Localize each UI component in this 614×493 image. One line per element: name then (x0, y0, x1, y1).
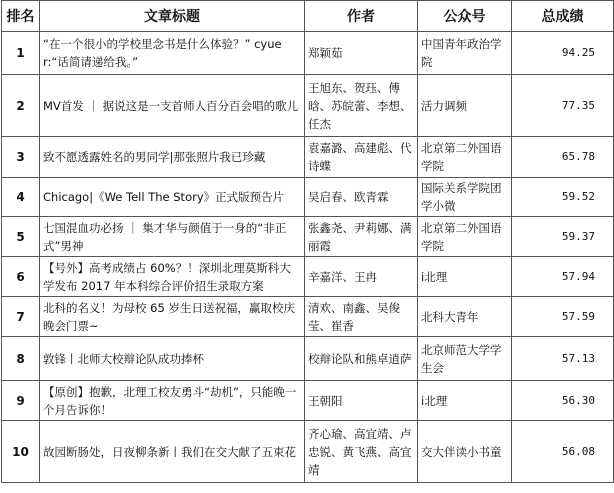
title-cell: 故园断肠处，日夜柳条新丨我们在交大献了五束花 (40, 421, 305, 483)
account-cell: 北京师范大学学生会 (418, 337, 512, 381)
table-row (2, 421, 614, 483)
rank-cell: 3 (2, 137, 40, 178)
title-cell: MV首发 ｜ 据说这是一支首师人百分百会唱的歌儿 (40, 75, 305, 137)
score-cell: 57.13 (512, 337, 614, 381)
author-cell: 袁嘉潞、高建彪、代诗蝶 (305, 137, 418, 178)
author-cell: 校辩论队和熊卓逍萨 (305, 337, 418, 381)
account-cell: i北理 (418, 257, 512, 297)
rank-cell: 1 (2, 32, 40, 75)
title-cell: 七国混血功必扬 ｜ 集才华与颜值于一身的“非正式”男神 (40, 217, 305, 257)
account-cell: 北京第二外国语学院 (418, 217, 512, 257)
title-cell: 致不愿透露姓名的男同学|那张照片我已珍藏 (40, 137, 305, 178)
header-title: 文章标题 (40, 1, 305, 32)
table-row (2, 337, 614, 381)
rank-cell: 8 (2, 337, 40, 381)
author-cell: 齐心瑜、高宜靖、卢忠锐、黄飞燕、高宜靖 (305, 421, 418, 483)
title-cell: “在一个很小的学校里念书是什么体验？” cyuer:“话简请递给我。” (40, 32, 305, 75)
table-row (2, 178, 614, 217)
header-score: 总成绩 (512, 1, 614, 32)
table-row (2, 297, 614, 337)
account-cell: 活力调频 (418, 75, 512, 137)
header-row (2, 1, 614, 32)
author-cell: 清欢、南鑫、吴俊莹、崔香 (305, 297, 418, 337)
author-cell: 辛嘉洋、王冉 (305, 257, 418, 297)
author-cell: 吴启春、欧青霖 (305, 178, 418, 217)
header-account: 公众号 (418, 1, 512, 32)
rank-cell: 6 (2, 257, 40, 297)
title-cell: 敦锋丨北师大校辩论队成功捧杯 (40, 337, 305, 381)
author-cell: 王旭东、贺珏、傅晗、苏皖蕾、李想、 任杰 (305, 75, 418, 137)
account-cell: i北理 (418, 381, 512, 421)
rank-cell: 5 (2, 217, 40, 257)
table-row (2, 75, 614, 137)
table-row (2, 32, 614, 75)
rank-cell: 9 (2, 381, 40, 421)
account-cell: 国际关系学院团学小微 (418, 178, 512, 217)
header-rank: 排名 (2, 1, 40, 32)
title-cell: 北科的名义！为母校 65 岁生日送祝福，赢取校庆晚会门票~ (40, 297, 305, 337)
table-row (2, 257, 614, 297)
score-cell: 65.78 (512, 137, 614, 178)
score-cell: 56.30 (512, 381, 614, 421)
account-cell: 中国青年政治学院 (418, 32, 512, 75)
score-cell: 59.37 (512, 217, 614, 257)
rank-cell: 10 (2, 421, 40, 483)
header-author: 作者 (305, 1, 418, 32)
account-cell: 交大伴读小书童 (418, 421, 512, 483)
title-cell: 【号外】高考成绩占 60%？！深圳北理莫斯科大学发布 2017 年本科综合评价招生录取方案 (40, 257, 305, 297)
score-cell: 56.08 (512, 421, 614, 483)
score-cell: 94.25 (512, 32, 614, 75)
table-row (2, 137, 614, 178)
score-cell: 59.52 (512, 178, 614, 217)
author-cell: 王朝阳 (305, 381, 418, 421)
rank-cell: 4 (2, 178, 40, 217)
table-row (2, 217, 614, 257)
title-cell: Chicago|《We Tell The Story》正式版预告片 (40, 178, 305, 217)
table-row (2, 381, 614, 421)
account-cell: 北科大青年 (418, 297, 512, 337)
author-cell: 张鑫尧、尹莉娜、满丽霞 (305, 217, 418, 257)
score-cell: 77.35 (512, 75, 614, 137)
score-cell: 57.59 (512, 297, 614, 337)
ranking-table (1, 0, 614, 483)
rank-cell: 2 (2, 75, 40, 137)
score-cell: 57.94 (512, 257, 614, 297)
title-cell: 【原创】抱歉，北理工校友勇斗“劫机”，只能晚一个月告诉你！ (40, 381, 305, 421)
author-cell: 郑颖茹 (305, 32, 418, 75)
rank-cell: 7 (2, 297, 40, 337)
account-cell: 北京第二外国语学院 (418, 137, 512, 178)
